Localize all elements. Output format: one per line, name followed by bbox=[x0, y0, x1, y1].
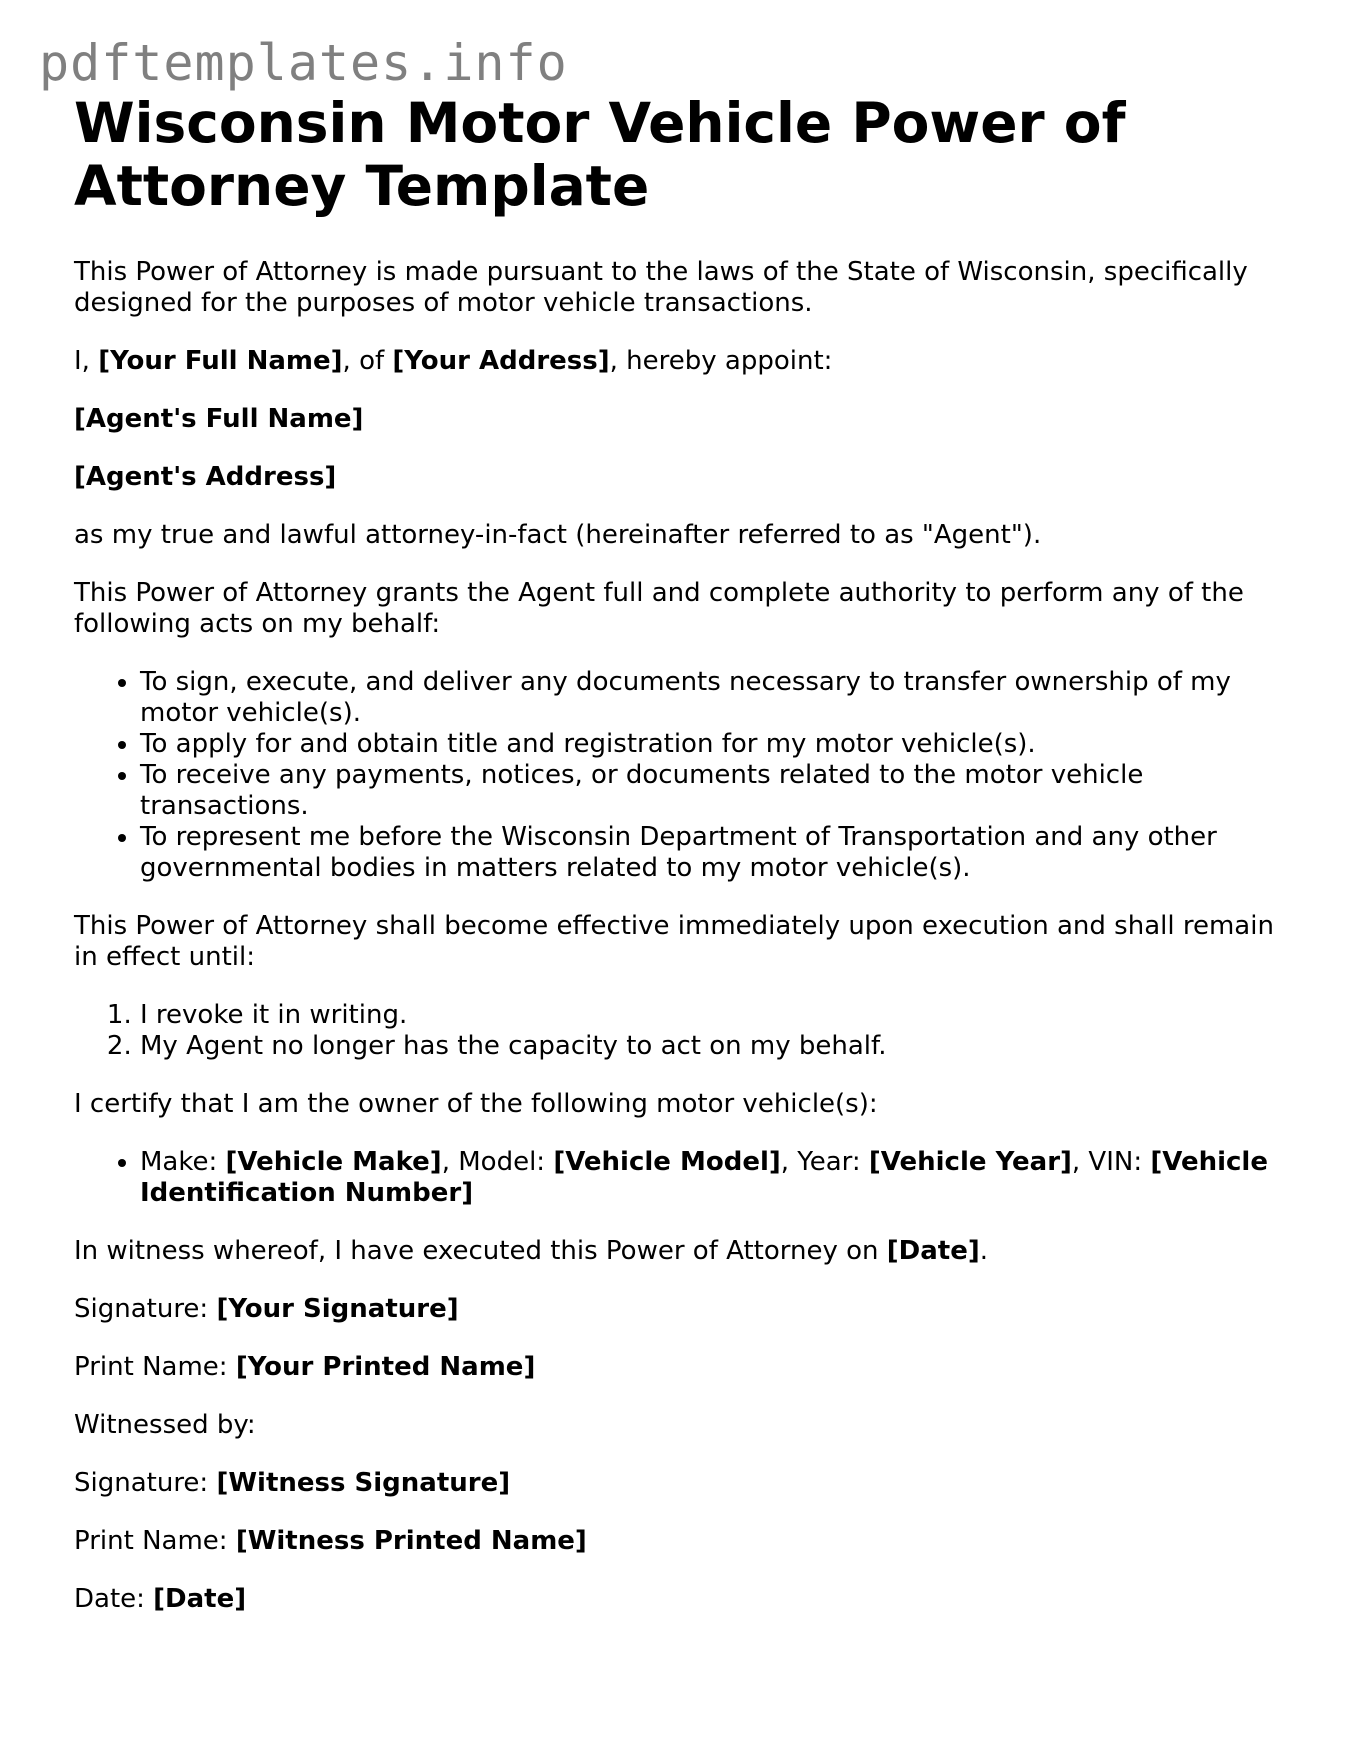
witness-print-name-placeholder: [Witness Printed Name] bbox=[235, 1526, 587, 1556]
powers-list bbox=[74, 667, 1284, 884]
print-name-line bbox=[74, 1352, 1284, 1383]
vehicle-list bbox=[74, 1147, 1284, 1209]
conditions-list bbox=[74, 1000, 1284, 1062]
appointment-prefix: I, bbox=[74, 346, 99, 376]
witness-signature-placeholder: [Witness Signature] bbox=[216, 1468, 511, 1498]
witness-signature-line bbox=[74, 1468, 1284, 1499]
agent-name-placeholder: [Agent's Full Name] bbox=[74, 404, 364, 434]
principal-address-placeholder: [Your Address] bbox=[392, 346, 610, 376]
print-name-placeholder: [Your Printed Name] bbox=[235, 1352, 536, 1382]
signature-placeholder: [Your Signature] bbox=[216, 1294, 459, 1324]
vehicle-item bbox=[140, 1147, 1284, 1209]
agent-address-line bbox=[74, 462, 1284, 493]
power-item: • To sign, execute, and deliver any documents necessary to transfer ownership of my motor vehicle(s). bbox=[140, 667, 1284, 729]
witness-clause bbox=[74, 1236, 1284, 1267]
power-item: • To represent me before the Wisconsin Department of Transportation and any other governmental bodies in matters related to my motor vehicle(s). bbox=[140, 822, 1284, 884]
signature-label: Signature: bbox=[74, 1294, 217, 1324]
effective-paragraph: This Power of Attorney shall become effective immediately upon execution and shall remain in effect until: bbox=[74, 911, 1274, 972]
witness-print-name-line bbox=[74, 1526, 1284, 1557]
make-label: Make: bbox=[140, 1147, 226, 1177]
appointment-line bbox=[74, 346, 1284, 377]
vin-label: , VIN: bbox=[1071, 1147, 1151, 1177]
document-title: Wisconsin Motor Vehicle Power of Attorney Template bbox=[74, 91, 1126, 218]
witness-print-name-label: Print Name: bbox=[74, 1526, 236, 1556]
signature-line bbox=[74, 1294, 1284, 1325]
print-name-label: Print Name: bbox=[74, 1352, 236, 1382]
power-item: • To receive any payments, notices, or documents related to the motor vehicle transactions. bbox=[140, 760, 1284, 822]
witness-clause-end: . bbox=[979, 1236, 988, 1266]
power-item: • To apply for and obtain title and registration for my motor vehicle(s). bbox=[140, 729, 1284, 760]
vehicle-vin-placeholder: [Vehicle Identification Number] bbox=[140, 1147, 1268, 1208]
condition-item: 2. My Agent no longer has the capacity to act on my behalf. bbox=[140, 1031, 1284, 1062]
witness-signature-label: Signature: bbox=[74, 1468, 217, 1498]
intro-paragraph: This Power of Attorney is made pursuant to the laws of the State of Wisconsin, specifically designed for the purposes of motor vehicle transactions. bbox=[74, 257, 1248, 318]
date-label: Date: bbox=[74, 1584, 154, 1614]
agent-address-placeholder: [Agent's Address] bbox=[74, 462, 337, 492]
witnessed-by-line: Witnessed by: bbox=[74, 1410, 256, 1440]
condition-item: 1. I revoke it in writing. bbox=[140, 1000, 1284, 1031]
grants-intro-paragraph: This Power of Attorney grants the Agent full and complete authority to perform any of the following acts on my behalf: bbox=[74, 578, 1244, 639]
date-line bbox=[74, 1584, 1284, 1615]
witness-clause-text: In witness whereof, I have executed this Power of Attorney on bbox=[74, 1236, 887, 1266]
attorney-in-fact-paragraph: as my true and lawful attorney-in-fact (hereinafter referred to as "Agent"). bbox=[74, 520, 1042, 550]
model-label: , Model: bbox=[441, 1147, 554, 1177]
vehicle-year-placeholder: [Vehicle Year] bbox=[868, 1147, 1072, 1177]
principal-name-placeholder: [Your Full Name] bbox=[98, 346, 343, 376]
agent-name-line bbox=[74, 404, 1284, 435]
date-placeholder: [Date] bbox=[153, 1584, 247, 1614]
document-body bbox=[74, 92, 1284, 1615]
execution-date-placeholder: [Date] bbox=[886, 1236, 980, 1266]
vehicle-make-placeholder: [Vehicle Make] bbox=[225, 1147, 442, 1177]
certify-paragraph: I certify that I am the owner of the following motor vehicle(s): bbox=[74, 1089, 878, 1119]
year-label: , Year: bbox=[780, 1147, 869, 1177]
appointment-suffix: , hereby appoint: bbox=[609, 346, 833, 376]
vehicle-model-placeholder: [Vehicle Model] bbox=[553, 1147, 781, 1177]
appointment-middle: , of bbox=[342, 346, 393, 376]
watermark: pdftemplates.info bbox=[39, 34, 568, 92]
